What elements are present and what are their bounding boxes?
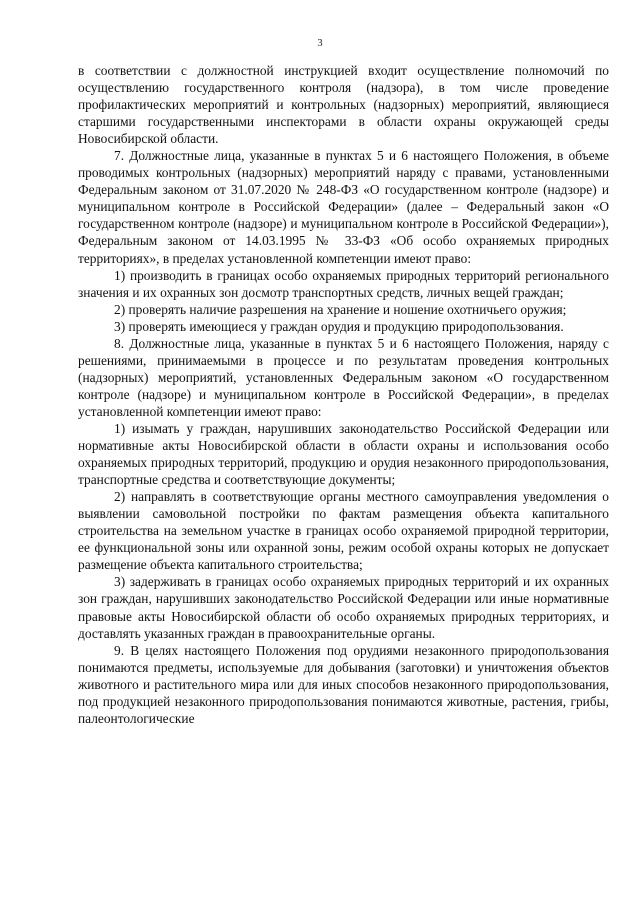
paragraph-clause-7-item-3: 3) проверять имеющиеся у граждан орудия и продукцию природопользования. bbox=[114, 318, 564, 334]
paragraph-clause-7: 7. Должностные лица, указанные в пунктах 5 и 6 настоящего Положения, в объеме проводимых контрольных (надзорных) мероприятий наряду с правами, установленными Федеральным законом от 31.07.2020 № 248-ФЗ «О государственном контроле (надзоре) и муниципальном контроле в Российской Федерации» (далее – Федеральный закон «О государственном контроле (надзоре) и муниципальном контроле в Российской Федерации»), Федеральным законом от 14.03.1995 № 33-ФЗ «Об особо охраняемых природных территориях», в пределах установленной компетенции имеют право: bbox=[78, 148, 609, 266]
paragraph-continuation: в соответствии с должностной инструкцией входит осуществление полномочий по осуществлению государственного контроля (надзора), в том числе проведение профилактических мероприятий и контрольных (надзорных) мероприятий, являющиеся старшими государственными инспекторами в области охраны окружающей среды Новосибирской области. bbox=[78, 63, 609, 147]
paragraph-clause-9: 9. В целях настоящего Положения под орудиями незаконного природопользования понимаются предметы, используемые для добывания (заготовки) и уничтожения объектов животного и растительного мира или для иных способов незаконного природопользования, под продукцией незаконного природопользования понимаются животные, растения, грибы, палеонтологические bbox=[78, 642, 609, 726]
paragraph-clause-8-item-1: 1) изымать у граждан, нарушивших законодательство Российской Федерации или нормативные акты Новосибирской области в области охраны и использования особо охраняемых природных территорий, продукцию и орудия незаконного природопользования, транспортные средства и соответствующие документы; bbox=[78, 420, 609, 488]
paragraph-clause-7-item-1: 1) производить в границах особо охраняемых природных территорий регионального значения и их охранных зон досмотр транспортных средств, личных вещей граждан; bbox=[78, 267, 609, 300]
document-body bbox=[78, 62, 609, 727]
paragraph-clause-8-item-2: 2) направлять в соответствующие органы местного самоуправления уведомления о выявлении самовольной постройки по фактам размещения объекта капитального строительства на земельном участке в границах особо охраняемой природной территории, ее функциональной зоны или охранной зоны, режим особой охраны которых не допускает размещение объекта капитального строительства; bbox=[78, 489, 609, 573]
page-number: 3 bbox=[317, 38, 323, 49]
paragraph-clause-8-item-3: 3) задерживать в границах особо охраняемых природных территорий и их охранных зон граждан, нарушивших законодательство Российской Федерации или иные нормативные правовые акты Новосибирской области об особо охраняемых природных территориях, и доставлять указанных граждан в правоохранительные органы. bbox=[78, 574, 609, 641]
paragraph-clause-8: 8. Должностные лица, указанные в пунктах 5 и 6 настоящего Положения, наряду с решениями, принимаемыми в процессе и по результатам проведения контрольных (надзорных) мероприятий, установленных Федеральным законом «О государственном контроле (надзоре) и муниципальном контроле в Российской Федерации», в пределах установленной компетенции имеют право: bbox=[78, 335, 609, 419]
paragraph-clause-7-item-2: 2) проверять наличие разрешения на хранение и ношение охотничьего оружия; bbox=[114, 301, 567, 317]
